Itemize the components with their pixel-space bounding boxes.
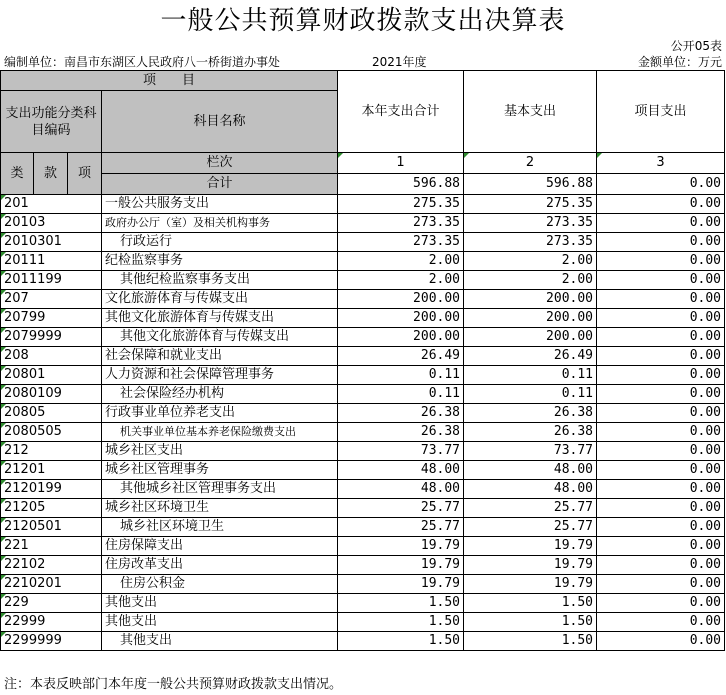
row-code: 229	[1, 594, 102, 613]
row-code: 2210201	[1, 575, 102, 594]
row-code: 2299999	[1, 632, 102, 651]
row-project: 0.00	[597, 290, 725, 309]
row-name: 其他支出	[102, 594, 338, 613]
row-basic: 275.35	[464, 195, 597, 214]
row-name: 社会保障和就业支出	[102, 347, 338, 366]
row-code: 2079999	[1, 328, 102, 347]
row-basic: 1.50	[464, 632, 597, 651]
row-project: 0.00	[597, 499, 725, 518]
row-code: 20799	[1, 309, 102, 328]
table-row	[1, 233, 725, 252]
row-name: 行政运行	[102, 233, 338, 252]
row-code: 2011199	[1, 271, 102, 290]
row-code: 221	[1, 537, 102, 556]
row-total: 26.49	[338, 347, 464, 366]
row-code: 212	[1, 442, 102, 461]
row-total: 1.50	[338, 613, 464, 632]
expenditure-table	[0, 70, 725, 651]
row-project: 0.00	[597, 537, 725, 556]
row-total: 19.79	[338, 575, 464, 594]
sum-project: 0.00	[597, 174, 725, 195]
row-name: 一般公共服务支出	[102, 195, 338, 214]
row-project: 0.00	[597, 613, 725, 632]
footnote: 注：本表反映部门本年度一般公共预算财政拨款支出情况。	[4, 677, 343, 692]
page-title: 一般公共预算财政拨款支出决算表	[160, 6, 566, 36]
row-total: 19.79	[338, 537, 464, 556]
row-code: 20103	[1, 214, 102, 233]
row-total: 73.77	[338, 442, 464, 461]
table-row	[1, 290, 725, 309]
table-row	[1, 366, 725, 385]
row-code: 21201	[1, 461, 102, 480]
table-row	[1, 195, 725, 214]
row-project: 0.00	[597, 271, 725, 290]
row-code: 20111	[1, 252, 102, 271]
row-basic: 48.00	[464, 461, 597, 480]
row-basic: 26.38	[464, 423, 597, 442]
row-total: 0.11	[338, 385, 464, 404]
row-name: 社会保险经办机构	[102, 385, 338, 404]
row-code: 22999	[1, 613, 102, 632]
row-project: 0.00	[597, 632, 725, 651]
row-code: 207	[1, 290, 102, 309]
row-basic: 273.35	[464, 214, 597, 233]
row-code: 2120199	[1, 480, 102, 499]
row-code: 21205	[1, 499, 102, 518]
meta-row	[0, 54, 726, 70]
row-code: 201	[1, 195, 102, 214]
row-basic: 0.11	[464, 366, 597, 385]
row-basic: 200.00	[464, 328, 597, 347]
row-name: 机关事业单位基本养老保险缴费支出	[102, 423, 338, 442]
table-row	[1, 594, 725, 613]
row-name: 人力资源和社会保障管理事务	[102, 366, 338, 385]
row-basic: 25.77	[464, 518, 597, 537]
row-project: 0.00	[597, 366, 725, 385]
table-row	[1, 214, 725, 233]
row-project: 0.00	[597, 328, 725, 347]
row-name: 住房公积金	[102, 575, 338, 594]
table-row	[1, 385, 725, 404]
header-func-code: 支出功能分类科目编码	[1, 91, 102, 153]
row-project: 0.00	[597, 252, 725, 271]
row-total: 200.00	[338, 290, 464, 309]
row-project: 0.00	[597, 195, 725, 214]
sum-basic: 596.88	[464, 174, 597, 195]
row-basic: 26.38	[464, 404, 597, 423]
table-row	[1, 518, 725, 537]
row-basic: 25.77	[464, 499, 597, 518]
row-total: 1.50	[338, 632, 464, 651]
header-col3: 3	[597, 153, 725, 174]
header-total: 本年支出合计	[338, 71, 464, 153]
row-basic: 19.79	[464, 556, 597, 575]
row-total: 200.00	[338, 328, 464, 347]
row-name: 其他文化旅游体育与传媒支出	[102, 328, 338, 347]
row-total: 2.00	[338, 252, 464, 271]
row-code: 2080505	[1, 423, 102, 442]
row-total: 26.38	[338, 404, 464, 423]
header-col2: 2	[464, 153, 597, 174]
row-total: 26.38	[338, 423, 464, 442]
row-basic: 2.00	[464, 252, 597, 271]
row-name: 其他支出	[102, 632, 338, 651]
row-project: 0.00	[597, 347, 725, 366]
row-name: 其他城乡社区管理事务支出	[102, 480, 338, 499]
sum-label: 合计	[102, 174, 338, 195]
row-total: 273.35	[338, 214, 464, 233]
table-row	[1, 328, 725, 347]
header-col1: 1	[338, 153, 464, 174]
row-name: 其他文化旅游体育与传媒支出	[102, 309, 338, 328]
row-project: 0.00	[597, 594, 725, 613]
row-code: 208	[1, 347, 102, 366]
table-row	[1, 423, 725, 442]
table-row	[1, 556, 725, 575]
table-row	[1, 537, 725, 556]
row-name: 行政事业单位养老支出	[102, 404, 338, 423]
table-row	[1, 442, 725, 461]
row-total: 275.35	[338, 195, 464, 214]
table-row	[1, 271, 725, 290]
row-name: 其他纪检监察事务支出	[102, 271, 338, 290]
row-basic: 1.50	[464, 594, 597, 613]
row-code: 2120501	[1, 518, 102, 537]
row-project: 0.00	[597, 480, 725, 499]
row-basic: 0.11	[464, 385, 597, 404]
row-project: 0.00	[597, 442, 725, 461]
amount-unit-label: 金额单位：万元	[637, 55, 722, 69]
sum-total: 596.88	[338, 174, 464, 195]
row-basic: 48.00	[464, 480, 597, 499]
row-project: 0.00	[597, 214, 725, 233]
year-label: 2021年度	[372, 55, 427, 69]
row-code: 22102	[1, 556, 102, 575]
row-basic: 200.00	[464, 309, 597, 328]
row-name: 其他支出	[102, 613, 338, 632]
form-code: 公开05表	[670, 39, 722, 53]
row-name: 城乡社区管理事务	[102, 461, 338, 480]
table-row	[1, 480, 725, 499]
row-basic: 26.49	[464, 347, 597, 366]
row-name: 住房保障支出	[102, 537, 338, 556]
table-row	[1, 499, 725, 518]
header-column-no: 栏次	[102, 153, 338, 174]
row-name: 住房改革支出	[102, 556, 338, 575]
row-basic: 200.00	[464, 290, 597, 309]
row-basic: 73.77	[464, 442, 597, 461]
row-total: 0.11	[338, 366, 464, 385]
row-project: 0.00	[597, 461, 725, 480]
row-project: 0.00	[597, 518, 725, 537]
row-project: 0.00	[597, 575, 725, 594]
table-row	[1, 347, 725, 366]
row-code: 20805	[1, 404, 102, 423]
row-code: 20801	[1, 366, 102, 385]
header-project: 项目支出	[597, 71, 725, 153]
table-row	[1, 252, 725, 271]
row-total: 2.00	[338, 271, 464, 290]
table-row	[1, 461, 725, 480]
row-total: 200.00	[338, 309, 464, 328]
table-row	[1, 632, 725, 651]
row-total: 273.35	[338, 233, 464, 252]
header-item: 项 目	[1, 71, 338, 91]
row-total: 48.00	[338, 461, 464, 480]
row-total: 48.00	[338, 480, 464, 499]
table-row	[1, 575, 725, 594]
row-name: 政府办公厅（室）及相关机构事务	[102, 214, 338, 233]
unit-label: 编制单位：南昌市东湖区人民政府八一桥街道办事处	[4, 55, 281, 69]
row-basic: 19.79	[464, 575, 597, 594]
row-code: 2080109	[1, 385, 102, 404]
header-basic: 基本支出	[464, 71, 597, 153]
row-name: 城乡社区环境卫生	[102, 518, 338, 537]
row-project: 0.00	[597, 404, 725, 423]
row-total: 19.79	[338, 556, 464, 575]
row-basic: 2.00	[464, 271, 597, 290]
row-basic: 273.35	[464, 233, 597, 252]
header-subject-name: 科目名称	[102, 91, 338, 153]
header-xiang: 项	[68, 153, 102, 195]
row-project: 0.00	[597, 385, 725, 404]
header-kuan: 款	[34, 153, 68, 195]
row-code: 2010301	[1, 233, 102, 252]
row-name: 城乡社区支出	[102, 442, 338, 461]
row-project: 0.00	[597, 556, 725, 575]
row-project: 0.00	[597, 423, 725, 442]
row-total: 25.77	[338, 499, 464, 518]
table-row	[1, 309, 725, 328]
row-name: 城乡社区环境卫生	[102, 499, 338, 518]
row-project: 0.00	[597, 309, 725, 328]
row-total: 1.50	[338, 594, 464, 613]
row-total: 25.77	[338, 518, 464, 537]
table-row	[1, 404, 725, 423]
row-project: 0.00	[597, 233, 725, 252]
row-name: 纪检监察事务	[102, 252, 338, 271]
table-row	[1, 613, 725, 632]
header-lei: 类	[1, 153, 34, 195]
row-basic: 1.50	[464, 613, 597, 632]
row-basic: 19.79	[464, 537, 597, 556]
row-name: 文化旅游体育与传媒支出	[102, 290, 338, 309]
